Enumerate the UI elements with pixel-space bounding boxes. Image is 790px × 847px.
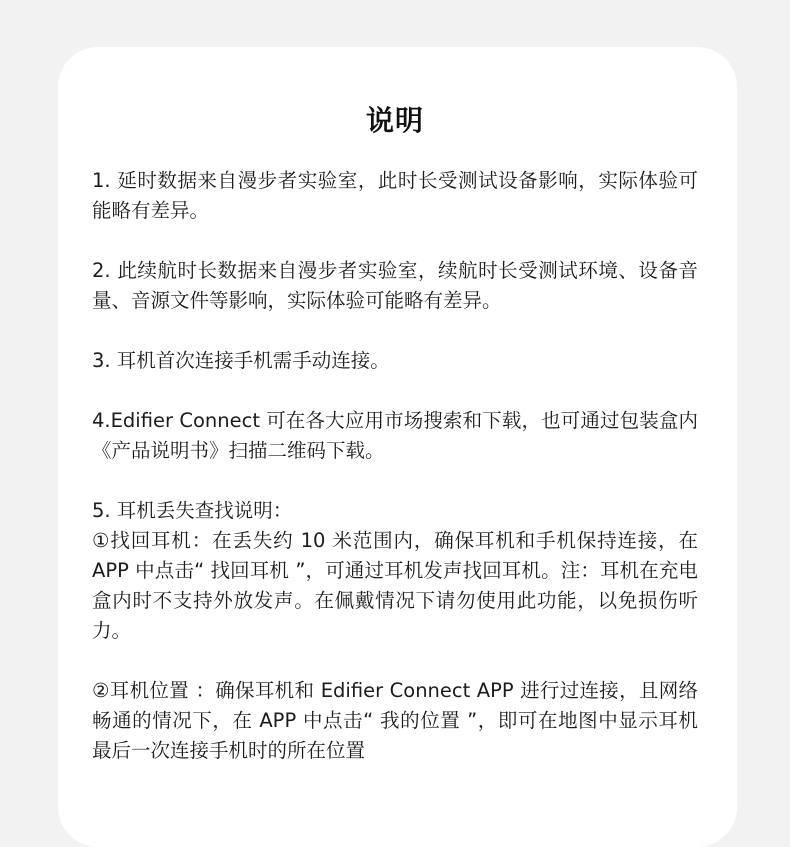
note-app-download: 4.Edifier Connect 可在各大应用市场搜索和下载，也可通过包装盒内《产品说明书》扫描二维码下载。 <box>92 409 698 462</box>
note-find-earbuds-sound: ①找回耳机：在丢失约 10 米范围内，确保耳机和手机保持连接，在 APP 中点击“ 找回耳机 ”，可通过耳机发声找回耳机。注：耳机在充电盒内时不支持外放发声。在佩戴情况下请勿使用此功能，以免损伤听力。 <box>92 529 698 642</box>
notes-content <box>92 166 698 766</box>
note-battery-life: 2. 此续航时长数据来自漫步者实验室，续航时长受测试环境、设备音量、音源文件等影响，实际体验可能略有差异。 <box>92 259 698 312</box>
note-find-earbuds-heading: 5. 耳机丢失查找说明： <box>92 499 293 522</box>
page-title: 说明 <box>365 104 424 137</box>
note-earbuds-location: ②耳机位置 ：确保耳机和 Edifier Connect APP 进行过连接，且网络畅通的情况下，在 APP 中点击“ 我的位置 ”，即可在地图中显示耳机最后一次连接手机时的所在位置 <box>92 679 698 762</box>
note-first-connection: 3. 耳机首次连接手机需手动连接。 <box>92 349 390 372</box>
note-latency: 1. 延时数据来自漫步者实验室，此时长受测试设备影响，实际体验可能略有差异。 <box>92 169 698 222</box>
